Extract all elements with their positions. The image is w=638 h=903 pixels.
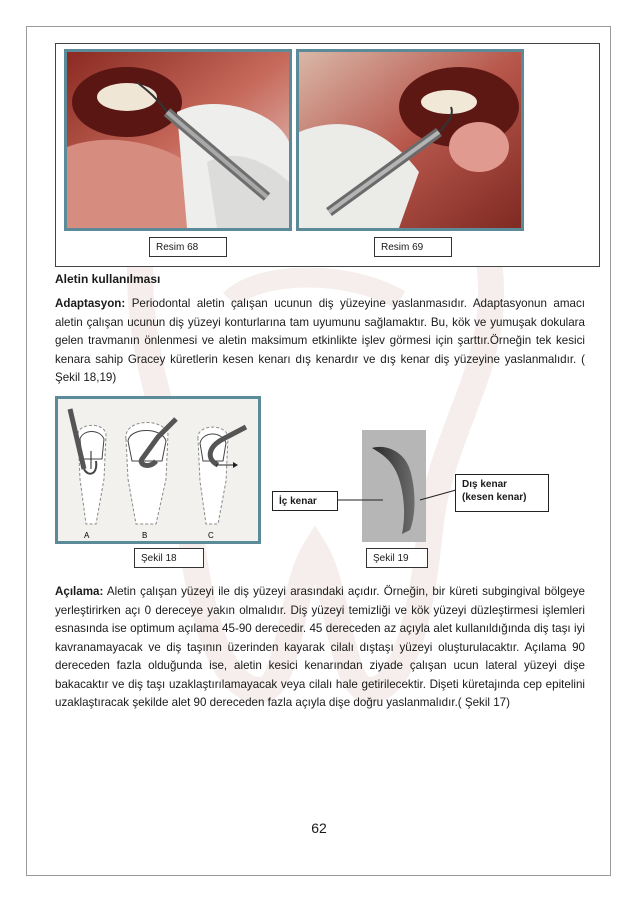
- label-outer-edge-line1: Dış kenar: [462, 479, 508, 490]
- term-acilama: Açılama:: [55, 585, 104, 598]
- label-outer-edge: [455, 474, 549, 512]
- caption-resim-69: Resim 69: [374, 237, 452, 257]
- text-adaptasyon: Periodontal aletin çalışan ucunun diş yüzeyine yaslanmasıdır. Adaptasyonun amacı aletin çalışan ucunun diş yüzeyi konturlarına tam uyumunu sağlamaktır. Bu, kök ve yumuşak dokulara gelen travmanın önlenmesi ve aletin maksimum etkinlikte işlev görmesi için şarttır.Örneğin tek kesici kenara sahip Gracey küretlerin kesen kenarı dış kenardır ve dış kenar diş yüzeyine yaslanmalıdır. ( Şekil 18,19): [55, 297, 585, 384]
- text-acilama: Aletin çalışan yüzeyi ile diş yüzeyi arasındaki açıdır. Örneğin, bir küreti subgingival bölgeye yerleştirirken açı 0 dereceye yakın olmalıdır. Diş yüzeyi temizliği ve kök yüzeyi düzleştirmesi işlemleri esnasında ise optimum açılama 45-90 derecedir. 45 dereceden az açıyla alet kullanıldığında diş taşı iyi kavranamayacak ve diş taşının üzerinden kayarak cilalı dıştaşı yüzeyi oluşturulacaktır. Açılama 90 dereceden fazla olduğunda ise, aletin kesici kenarından ziyade çalışan ucun lateral yüzeyi dişe bakacaktır ve diş taşı uzaklaştırılamayacak veya cilalı hale getirilecektir. Dişeti küretajında cep epitelini uzaklaştıracak şekilde alet 90 dereceden fazla açıyla dişe doğru yaslanmalıdır.( Şekil 17): [55, 585, 585, 709]
- caption-resim-68: Resim 68: [149, 237, 227, 257]
- tooth-label-c: C: [208, 531, 214, 540]
- caption-sekil-18: Şekil 18: [134, 548, 204, 568]
- tooth-label-a: A: [84, 531, 90, 540]
- paragraph-acilama: [55, 583, 585, 713]
- section-heading: Aletin kullanılması: [55, 272, 161, 286]
- page-number: 62: [311, 820, 327, 836]
- tooth-label-b: B: [142, 531, 148, 540]
- caption-sekil-19: Şekil 19: [366, 548, 428, 568]
- label-inner-edge: İç kenar: [272, 491, 338, 511]
- term-adaptasyon: Adaptasyon:: [55, 297, 126, 310]
- label-outer-edge-line2: (kesen kenar): [462, 492, 527, 503]
